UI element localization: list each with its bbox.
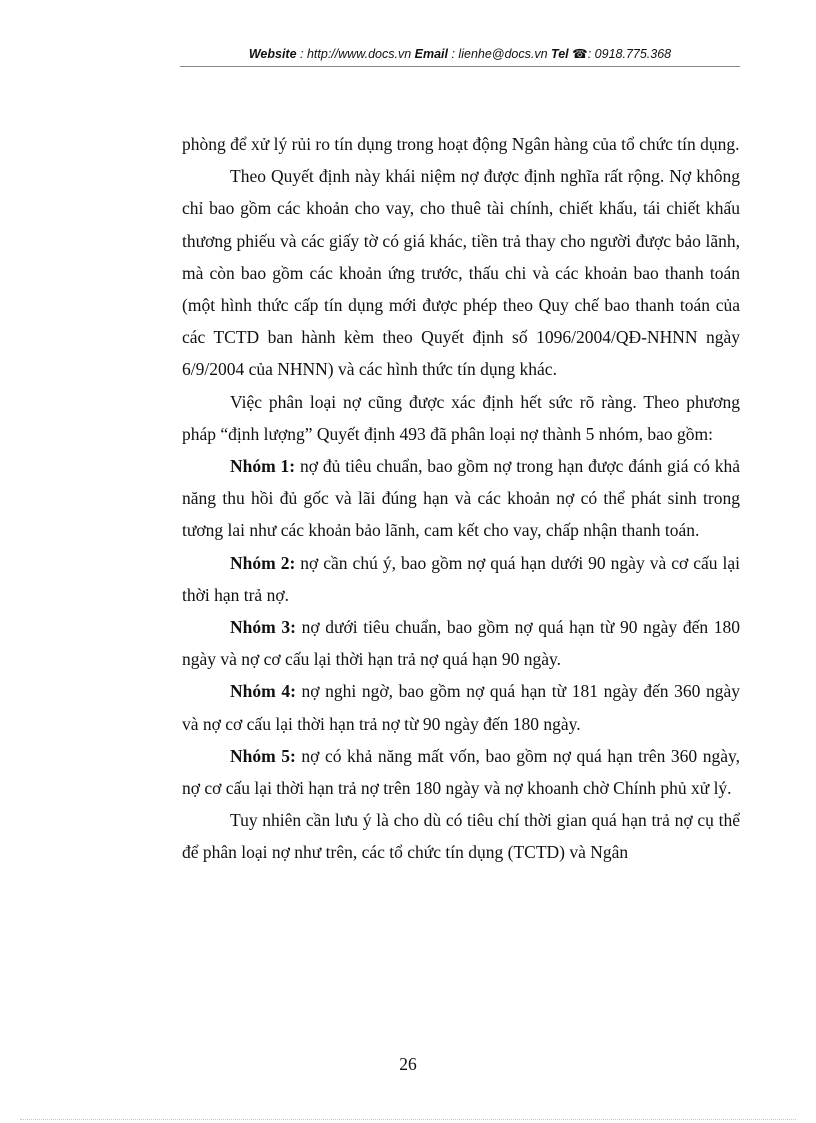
paragraph-closing: Tuy nhiên cần lưu ý là cho dù có tiêu chí thời gian quá hạn trả nợ cụ thể để phân loại nợ như trên, các tổ chức tín dụng (TCTD) và Ngân — [182, 810, 740, 863]
group-3-text: nợ dưới tiêu chuẩn, bao gồm nợ quá hạn từ 90 ngày đến 180 ngày và nợ cơ cấu lại thời hạn trả nợ quá hạn 90 ngày. — [182, 617, 740, 670]
group-1-paragraph — [182, 450, 740, 547]
group-1-label: Nhóm 1: — [230, 456, 296, 477]
group-5-label: Nhóm 5: — [230, 745, 296, 766]
page-header — [180, 46, 740, 61]
group-3-label: Nhóm 3: — [230, 617, 296, 638]
group-5-text: nợ có khả năng mất vốn, bao gồm nợ quá hạn trên 360 ngày, nợ cơ cấu lại thời hạn trả nợ trên 180 ngày và nợ khoanh chờ Chính phủ xử lý. — [182, 745, 740, 799]
group-2-label: Nhóm 2: — [230, 552, 296, 573]
page-number: 26 — [399, 1054, 417, 1074]
email-address: : lienhe@docs.vn — [448, 47, 552, 61]
document-body — [182, 128, 740, 869]
group-4-label: Nhóm 4: — [230, 681, 296, 702]
group-5-paragraph — [182, 740, 740, 804]
group-2-text: nợ cần chú ý, bao gồm nợ quá hạn dưới 90 ngày và cơ cấu lại thời hạn trả nợ. — [182, 552, 740, 605]
group-1-text: nợ đủ tiêu chuẩn, bao gồm nợ trong hạn được đánh giá có khả năng thu hồi đủ gốc và lãi đúng hạn và các khoản nợ có thể phát sinh trong tương lai như các khoản bảo lãnh, cam kết cho vay, chấp nhận thanh toán. — [182, 456, 741, 541]
website-url: : http://www.docs.vn — [296, 47, 415, 61]
phone-number: : 0918.775.368 — [587, 47, 672, 61]
paragraph-definition: Theo Quyết định này khái niệm nợ được định nghĩa rất rộng. Nợ không chỉ bao gồm các khoản cho vay, cho thuê tài chính, chiết khấu, tái chiết khấu thương phiếu và các giấy tờ có giá khác, tiền trả thay cho người được bảo lãnh, mà còn bao gồm các khoản ứng trước, thấu chi và các khoản bao thanh toán (một hình thức cấp tín dụng mới được phép theo Quy chế bao thanh toán của các TCTD ban hành kèm theo Quyết định số 1096/2004/QĐ-NHNN ngày 6/9/2004 của NHNN) và các hình thức tín dụng khác. — [182, 166, 740, 380]
email-label: Email — [414, 47, 449, 61]
phone-icon: ☎ — [572, 47, 588, 61]
group-2-paragraph — [182, 547, 740, 611]
tel-label: Tel — [551, 47, 569, 61]
page-bottom-border — [20, 1119, 796, 1120]
paragraph-continuation: phòng để xử lý rủi ro tín dụng trong hoạt động Ngân hàng của tổ chức tín dụng. — [182, 134, 740, 154]
header-divider — [180, 66, 740, 67]
website-label: Website — [248, 47, 297, 61]
group-4-paragraph — [182, 675, 740, 739]
group-3-paragraph — [182, 611, 740, 675]
group-4-text: nợ nghi ngờ, bao gồm nợ quá hạn từ 181 ngày đến 360 ngày và nợ cơ cấu lại thời hạn trả nợ từ 90 ngày đến 180 ngày. — [182, 681, 740, 734]
paragraph-classification: Việc phân loại nợ cũng được xác định hết sức rõ ràng. Theo phương pháp “định lượng” Quyết định 493 đã phân loại nợ thành 5 nhóm, bao gồm: — [182, 391, 740, 444]
